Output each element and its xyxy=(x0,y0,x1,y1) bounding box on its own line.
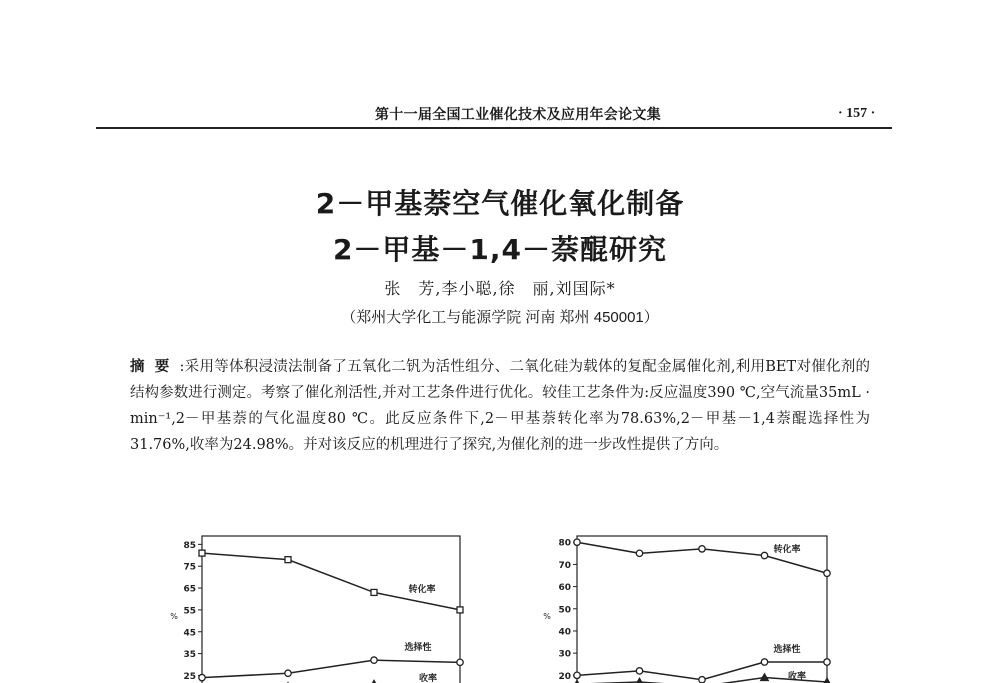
data-point xyxy=(457,659,463,665)
data-point xyxy=(699,546,705,552)
data-point xyxy=(761,552,767,558)
y-tick-label: 20 xyxy=(558,671,571,682)
y-axis-label: % xyxy=(543,612,551,621)
series-label: 收率 xyxy=(418,674,438,683)
author-list: 张 芳,李小聪,徐 丽,刘国际* xyxy=(384,279,616,298)
y-axis-label: % xyxy=(170,612,178,621)
y-tick-label: 80 xyxy=(558,538,571,549)
y-tick-label: 65 xyxy=(183,584,196,595)
y-tick-label: 70 xyxy=(558,560,571,571)
paper-title-line-2: 2－甲基－1,4－萘醌研究 xyxy=(332,233,668,266)
y-tick-label: 30 xyxy=(558,649,571,660)
data-point xyxy=(761,659,767,665)
data-point xyxy=(285,557,291,563)
data-point xyxy=(285,670,291,676)
chart-left xyxy=(160,532,470,683)
data-point xyxy=(823,678,831,683)
series-line xyxy=(202,553,460,610)
y-tick-label: 50 xyxy=(558,605,571,616)
series-label: 选择性 xyxy=(773,645,801,655)
running-header-title: 第十一届全国工业催化技术及应用年会论文集 xyxy=(375,106,661,122)
series-label: 转化率 xyxy=(408,585,436,595)
data-point xyxy=(199,674,205,680)
abstract-text: :采用等体积浸渍法制备了五氧化二钒为活性组分、二氧化硅为载体的复配金属催化剂,利用BET对催化剂的结构参数进行测定。考察了催化剂活性,并对工艺条件进行优化。较佳工艺条件为:反应温度390 ℃,空气流量35mL · min⁻¹,2－甲基萘的气化温度80 ℃。此反应条件下,2－甲基萘转化率为78.63%,2－甲基－1,4萘醌选择性为31.76%,收率为24.98%。并对该反应的机理进行了探究,为催化剂的进一步改性提供了方向。 xyxy=(130,359,871,453)
series-label: 选择性 xyxy=(404,643,432,653)
data-point xyxy=(574,672,580,678)
data-point xyxy=(371,657,377,663)
abstract-label: 摘要 xyxy=(130,359,180,375)
page-number: · 157 · xyxy=(838,106,876,121)
paper-title-line-1: 2－甲基萘空气催化氧化制备 xyxy=(315,187,685,220)
y-tick-label: 85 xyxy=(183,540,196,551)
y-tick-label: 55 xyxy=(183,606,196,617)
y-tick-label: 75 xyxy=(183,562,196,573)
y-tick-label: 35 xyxy=(183,650,196,661)
data-point xyxy=(636,668,642,674)
data-point xyxy=(824,659,830,665)
data-point xyxy=(824,570,830,576)
data-point xyxy=(371,589,377,595)
data-point xyxy=(574,539,580,545)
series-label: 转化率 xyxy=(773,545,801,555)
y-tick-label: 45 xyxy=(183,628,196,639)
series-label: 收率 xyxy=(787,672,807,682)
data-point xyxy=(457,607,463,613)
data-point xyxy=(636,678,644,683)
header-rule xyxy=(96,127,892,129)
chart-right-svg xyxy=(525,532,845,683)
affiliation: （郑州大学化工与能源学院 河南 郑州 450001） xyxy=(341,309,659,326)
data-point xyxy=(199,550,205,556)
chart-right xyxy=(525,532,845,683)
abstract xyxy=(130,354,870,458)
y-tick-label: 25 xyxy=(183,671,196,682)
plot-frame xyxy=(577,536,827,683)
data-point xyxy=(636,550,642,556)
chart-left-svg xyxy=(160,532,470,683)
y-tick-label: 60 xyxy=(558,583,571,594)
y-tick-label: 40 xyxy=(558,627,571,638)
